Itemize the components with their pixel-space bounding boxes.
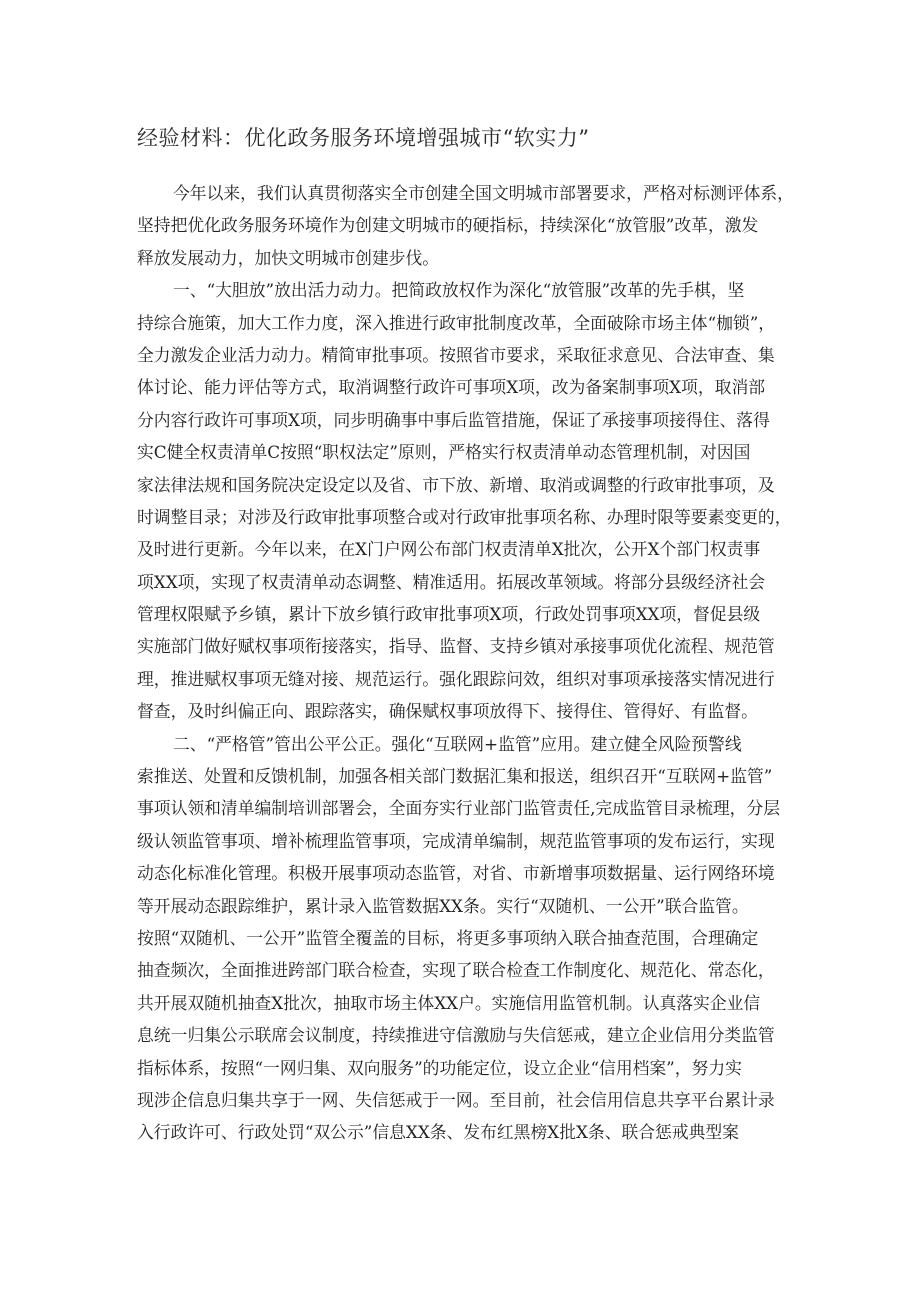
text-line: 督查，及时纠偏正向、跟踪落实，确保赋权事项放得下、接得住、管得好、有监督。: [137, 701, 758, 722]
text-line: 抽查频次，全面推进跨部门联合检查，实现了联合检查工作制度化、规范化、常态化，: [137, 960, 775, 981]
document-body: [137, 177, 797, 1149]
text-line: 事项认领和清单编制培训部署会，全面夯实行业部门监管责任,完成监管目录梳理，分层: [137, 798, 781, 819]
text-line: 管理权限赋予乡镇，累计下放乡镇行政审批事项X项，行政处罚事项XX项，督促县级: [137, 604, 761, 625]
text-line: 家法律法规和国务院决定设定以及省、市下放、新增、取消或调整的行政审批事项，及: [137, 474, 775, 495]
text-line: 分内容行政许可事项X项，同步明确事中事后监管措施，保证了承接事项接得住、落得: [137, 409, 770, 430]
text-line: 坚持把优化政务服务环境作为创建文明城市的硬指标，持续深化“放管服”改革，激发: [137, 215, 759, 236]
text-line: 指标体系，按照“一网归集、双向服务”的功能定位，设立企业“信用档案”，努力实: [137, 1057, 742, 1078]
text-line: 索推送、处置和反馈机制，加强各相关部门数据汇集和报送，组织召开“互联网+监管”: [137, 766, 773, 787]
text-line: 入行政许可、行政处罚“双公示”信息XX条、发布红黑榜X批X条、联合惩戒典型案: [137, 1122, 739, 1143]
text-line: 息统一归集公示联席会议制度，持续推进守信激励与失信惩戒，建立企业信用分类监管: [137, 1025, 775, 1046]
text-line: 按照“双随机、一公开”监管全覆盖的目标，将更多事项纳入联合抽查范围，合理确定: [137, 927, 759, 948]
text-line: 全力激发企业活力动力。精简审批事项。按照省市要求，采取征求意见、合法审查、集: [137, 344, 775, 365]
paragraph: [137, 728, 797, 1149]
text-line: 共开展双随机抽查X批次，抽取市场主体XX户。实施信用监管机制。认真落实企业信: [137, 992, 761, 1013]
text-line: 实C健全权责清单C按照“职权法定”原则，严格实行权责清单动态管理机制，对因国: [137, 442, 751, 463]
text-line: 持综合施策，加大工作力度，深入推进行政审批制度改革，全面破除市场主体“枷锁”，: [137, 312, 776, 333]
text-line: 等开展动态跟踪维护，累计录入监管数据XX条。实行“双随机、一公开”联合监管。: [137, 895, 749, 916]
document-title: 经验材料：优化政务服务环境增强城市“软实力”: [137, 126, 590, 150]
text-line: 时调整目录；对涉及行政审批事项整合或对行政审批事项名称、办理时限等要素变更的，: [137, 506, 792, 527]
text-line: 现涉企信息归集共享于一网、失信惩戒于一网。至目前，社会信用信息共享平台累计录: [137, 1089, 775, 1110]
text-line: 释放发展动力，加快文明城市创建步伐。: [137, 247, 440, 268]
text-line: 体讨论、能力评估等方式，取消调整行政许可事项X项，改为备案制事项X项，取消部: [137, 377, 766, 398]
text-line: 及时进行更新。今年以来，在X门户网公布部门权责清单X批次，公开X个部门权责事: [137, 539, 761, 560]
text-line: 动态化标准化管理。积极开展事项动态监管，对省、市新增事项数据量、运行网络环境: [137, 863, 775, 884]
paragraph: [137, 274, 797, 727]
text-line: 二、“严格管”管出公平公正。强化“互联网+监管”应用。建立健全风险预警线: [173, 733, 742, 754]
text-line: 理，推进赋权事项无缝对接、规范运行。强化跟踪问效，组织对事项承接落实情况进行: [137, 668, 775, 689]
text-line: 项XX项，实现了权责清单动态调整、精准适用。拓展改革领域。将部分县级经济社会: [137, 571, 766, 592]
text-line: 今年以来，我们认真贯彻落实全市创建全国文明城市部署要求，严格对标测评体系，: [173, 183, 794, 203]
text-line: 一、“大胆放”放出活力动力。把简政放权作为深化“放管服”改革的先手棋，坚: [173, 280, 745, 301]
paragraph: [137, 177, 797, 274]
text-line: 级认领监管事项、增补梳理监管事项，完成清单编制，规范监管事项的发布运行，实现: [137, 830, 775, 851]
text-line: 实施部门做好赋权事项衔接落实，指导、监督、支持乡镇对承接事项优化流程、规范管: [137, 636, 775, 657]
